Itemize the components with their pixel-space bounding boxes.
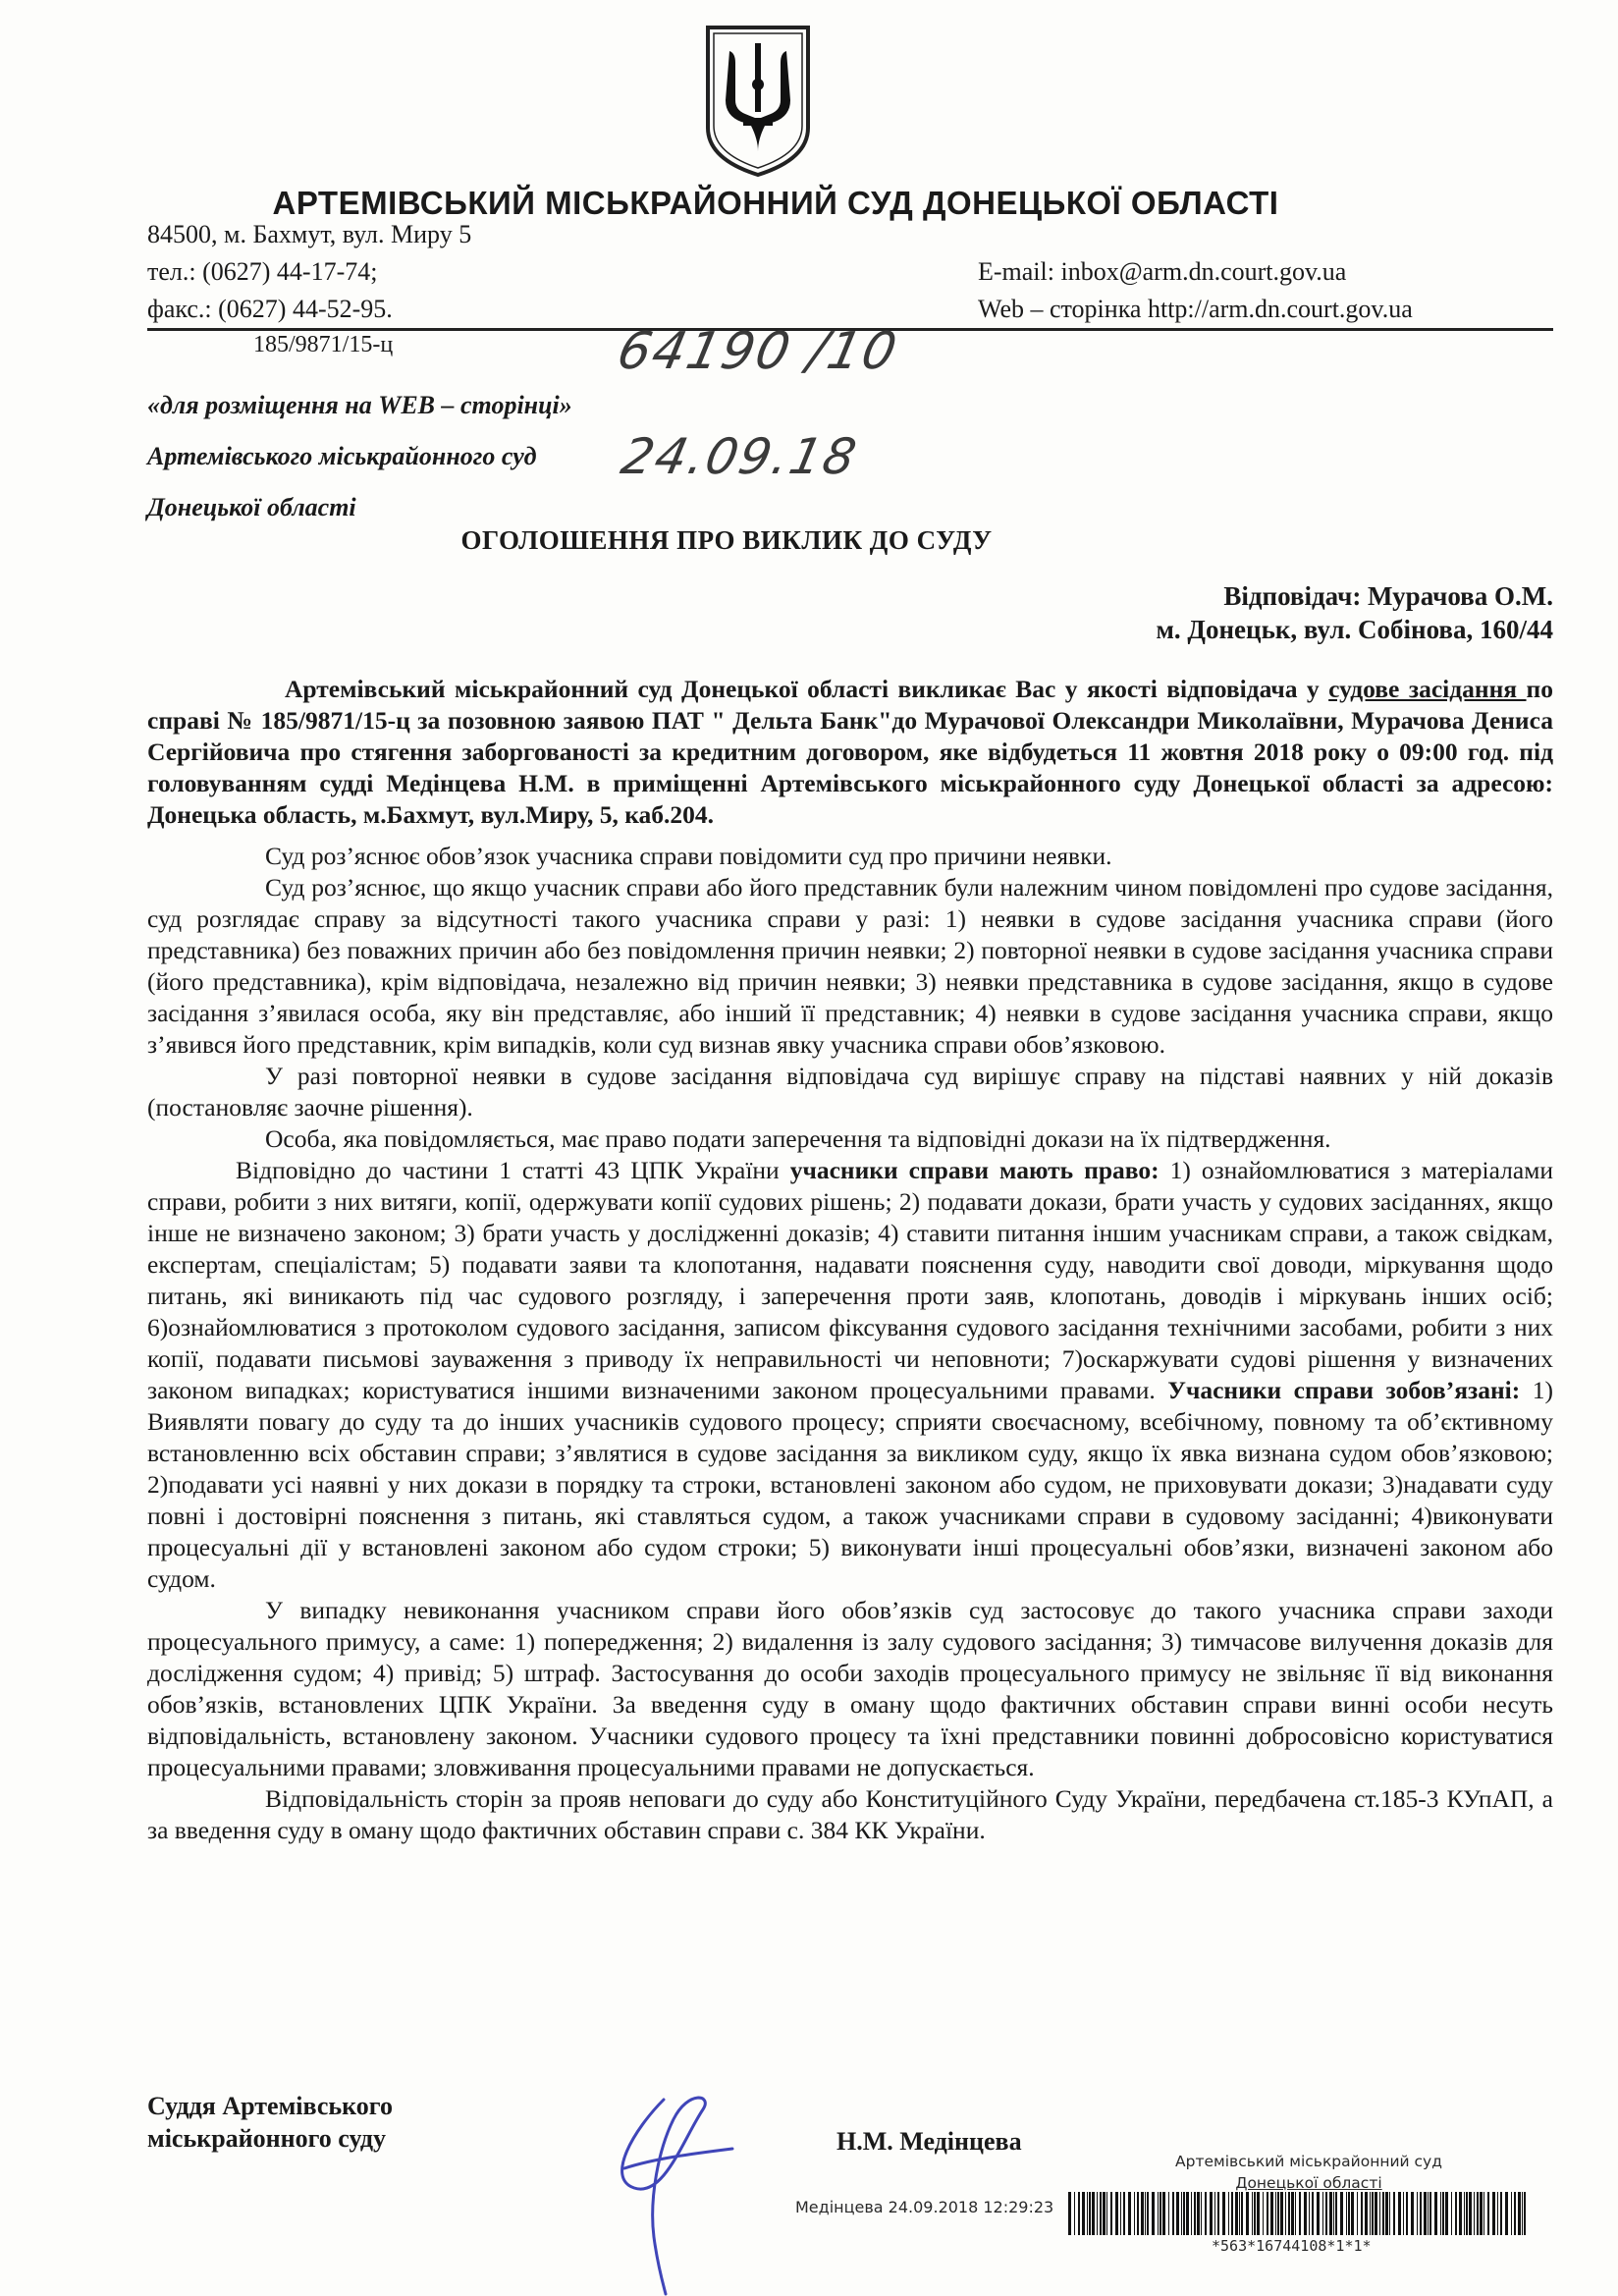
summons-paragraph: Артемівський міськрайонний суд Донецької області викликає Вас у якості відповідача у судове засідання по справі № 185/9871/15-ц за позовною заявою ПАТ " Дельта Банк"до Мурачової Олександри Миколаївни, Мурачова Дениса Сергійовича про стягення заборгованості за кредитним договором, яке відбудеться 11 жовтня 2018 року о 09:00 год. під головуванням судді Медінцева Н.М. в приміщенні Артемівського міськрайонного суду Донецької області за адресою: Донецька область, м.Бахмут, вул.Миру, 5, каб.204. xyxy=(147,675,1553,829)
web-note-line: Артемівського міськрайонного суд xyxy=(147,442,537,470)
judge-name: Н.М. Медінцева xyxy=(836,2127,1022,2156)
announcement-body xyxy=(147,674,1553,1846)
judge-title: Суддя Артемівського міськрайонного суду xyxy=(147,2092,393,2153)
stamp-signer: Медінцева 24.09.2018 12:29:23 xyxy=(795,2198,1054,2216)
handwritten-date: 24.09.18 xyxy=(616,428,863,485)
case-reference: 185/9871/15-ц xyxy=(253,332,394,357)
announcement-title: ОГОЛОШЕННЯ ПРО ВИКЛИК ДО СУДУ xyxy=(460,525,993,555)
web-note-line: «для розміщення на WEB – сторінці» xyxy=(147,391,572,419)
handwritten-registration-number: 64190 /10 xyxy=(612,322,904,381)
web-note-line: Донецької області xyxy=(147,493,356,521)
body-paragraph: Особа, яка повідомляється, має право подати заперечення та відповідні докази на їх підтвердження. xyxy=(265,1124,1331,1153)
court-address: 84500, м. Бахмут, вул. Миру 5 xyxy=(147,220,472,248)
body-paragraph: У випадку невиконання учасником справи його обов’язків суд застосовує до такого учасника справи заходи процесуального примусу, а саме: 1) попередження; 2) видалення із залу судового засідання; 3) тимчасове вилучення доказів для дослідження судом; 4) привід; 5) штраф. Застосування до особи заходів процесуального примусу не звільняє її від виконання обов’язків, встановлених ЦПК України. За введення суду в оману щодо фактичних обставин справи винні особи несуть відповідальність, встановлену законом. Учасники судового процесу та їхні представники повинні добросовісно користуватися процесуальними правами; зловживання процесуальними правами не допускається. xyxy=(147,1596,1553,1781)
body-paragraph: Суд роз’яснює обов’язок учасника справи повідомити суд про причини неявки. xyxy=(265,842,1112,870)
body-paragraph: Суд роз’яснює, що якщо учасник справи або його представник були належним чином повідомлені про судове засідання, суд розглядає справу за відсутності такого учасника справи у разі: 1) неявки в судове засідання учасника справи (його представника) без поважних причин або без повідомлення причин неявки; 2) повторної неявки в судове засідання учасника справи (його представника), крім відповідача, незалежно від причин неявки; 3) неявки представника в судове засідання, якщо в судове засідання з’явилася особа, яку він представляє, або інший її представник; 4) неявки в судове засідання учасника справи, якщо з’явився його представник, крім випадків, коли суд визнав явку учасника справи обов’язковою. xyxy=(147,873,1553,1059)
barcode xyxy=(1068,2192,1530,2235)
court-phone: тел.: (0627) 44-17-74; xyxy=(147,257,378,286)
court-website: Web – сторінка http://arm.dn.court.gov.ua xyxy=(978,295,1413,323)
rights-paragraph: Відповідно до частини 1 статті 43 ЦПК України учасники справи мають право: 1) ознайомлюватися з матеріалами справи, робити з них витяги, копії, одержувати копії судових рішень; 2) подавати докази, брати участь у судових засіданнях, якщо інше не визначено законом; 3) брати участь у дослідженні доказів; 4) ставити питання іншим учасникам справи, а також свідкам, експертам, спеціалістам; 5) подавати заяви та клопотання, надавати пояснення суду, наводити свої доводи, міркування щодо питань, які виникають під час судового розгляду, і заперечення проти заяв, клопотань, доводів і міркувань інших осіб; 6)ознайомлюватися з протоколом судового засідання, записом фіксування судового засідання технічними засобами, робити з них копії, подавати письмові зауваження з приводу їх неправильності чи неповноти; 7)оскаржувати судові рішення у визначених законом випадках; користуватися іншими визначеними законом процесуальними правами. Учасники справи зобов’язані: 1) Виявляти повагу до суду та до інших учасників судового процесу; сприяти своєчасному, всебічному, повному та об’єктивному встановленню всіх обставин справи; з’являтися в судове засідання за викликом суду, якщо їх явка визнана судом обов’язковою; 2)подавати усі наявні у них докази в порядку та строки, встановлені законом або судом, не приховувати докази; 3)надавати суду повні і достовірні пояснення з питань, які ставляться судом, а також учасниками справи в судовому засіданні; 4)виконувати процесуальні дії у встановлені законом або судом строки; 5) виконувати інші процесуальні обов’язки, визначені законом або судом. xyxy=(147,1156,1553,1593)
court-email: E-mail: inbox@arm.dn.court.gov.ua xyxy=(978,257,1347,286)
handwritten-signature xyxy=(595,2070,742,2296)
body-paragraph: У разі повторної неявки в судове засідання відповідача суд вирішує справу на підставі наявних у ній доказів (постановляє заочне рішення). xyxy=(147,1062,1553,1121)
barcode-number: *563*16744108*1*1* xyxy=(1212,2237,1372,2255)
body-paragraph: Відповідальність сторін за прояв неповаги до суду або Конституційного Суду України, передбачена ст.185-3 КУпАП, а за введення суду в оману щодо фактичних обставин справи с. 384 КК України. xyxy=(147,1784,1553,1844)
defendant-address: м. Донецьк, вул. Собінова, 160/44 xyxy=(1156,615,1553,644)
court-name: АРТЕМІВСЬКИЙ МІСЬКРАЙОННИЙ СУД ДОНЕЦЬКОЇ ОБЛАСТІ xyxy=(272,185,1279,221)
coat-of-arms-icon xyxy=(700,22,816,179)
stamp-organization: Артемівський міськрайонний суд Донецької області xyxy=(1175,2153,1442,2192)
defendant-name: Відповідач: Мурачова О.М. xyxy=(1223,581,1553,611)
court-fax: факс.: (0627) 44-52-95. xyxy=(147,295,393,323)
